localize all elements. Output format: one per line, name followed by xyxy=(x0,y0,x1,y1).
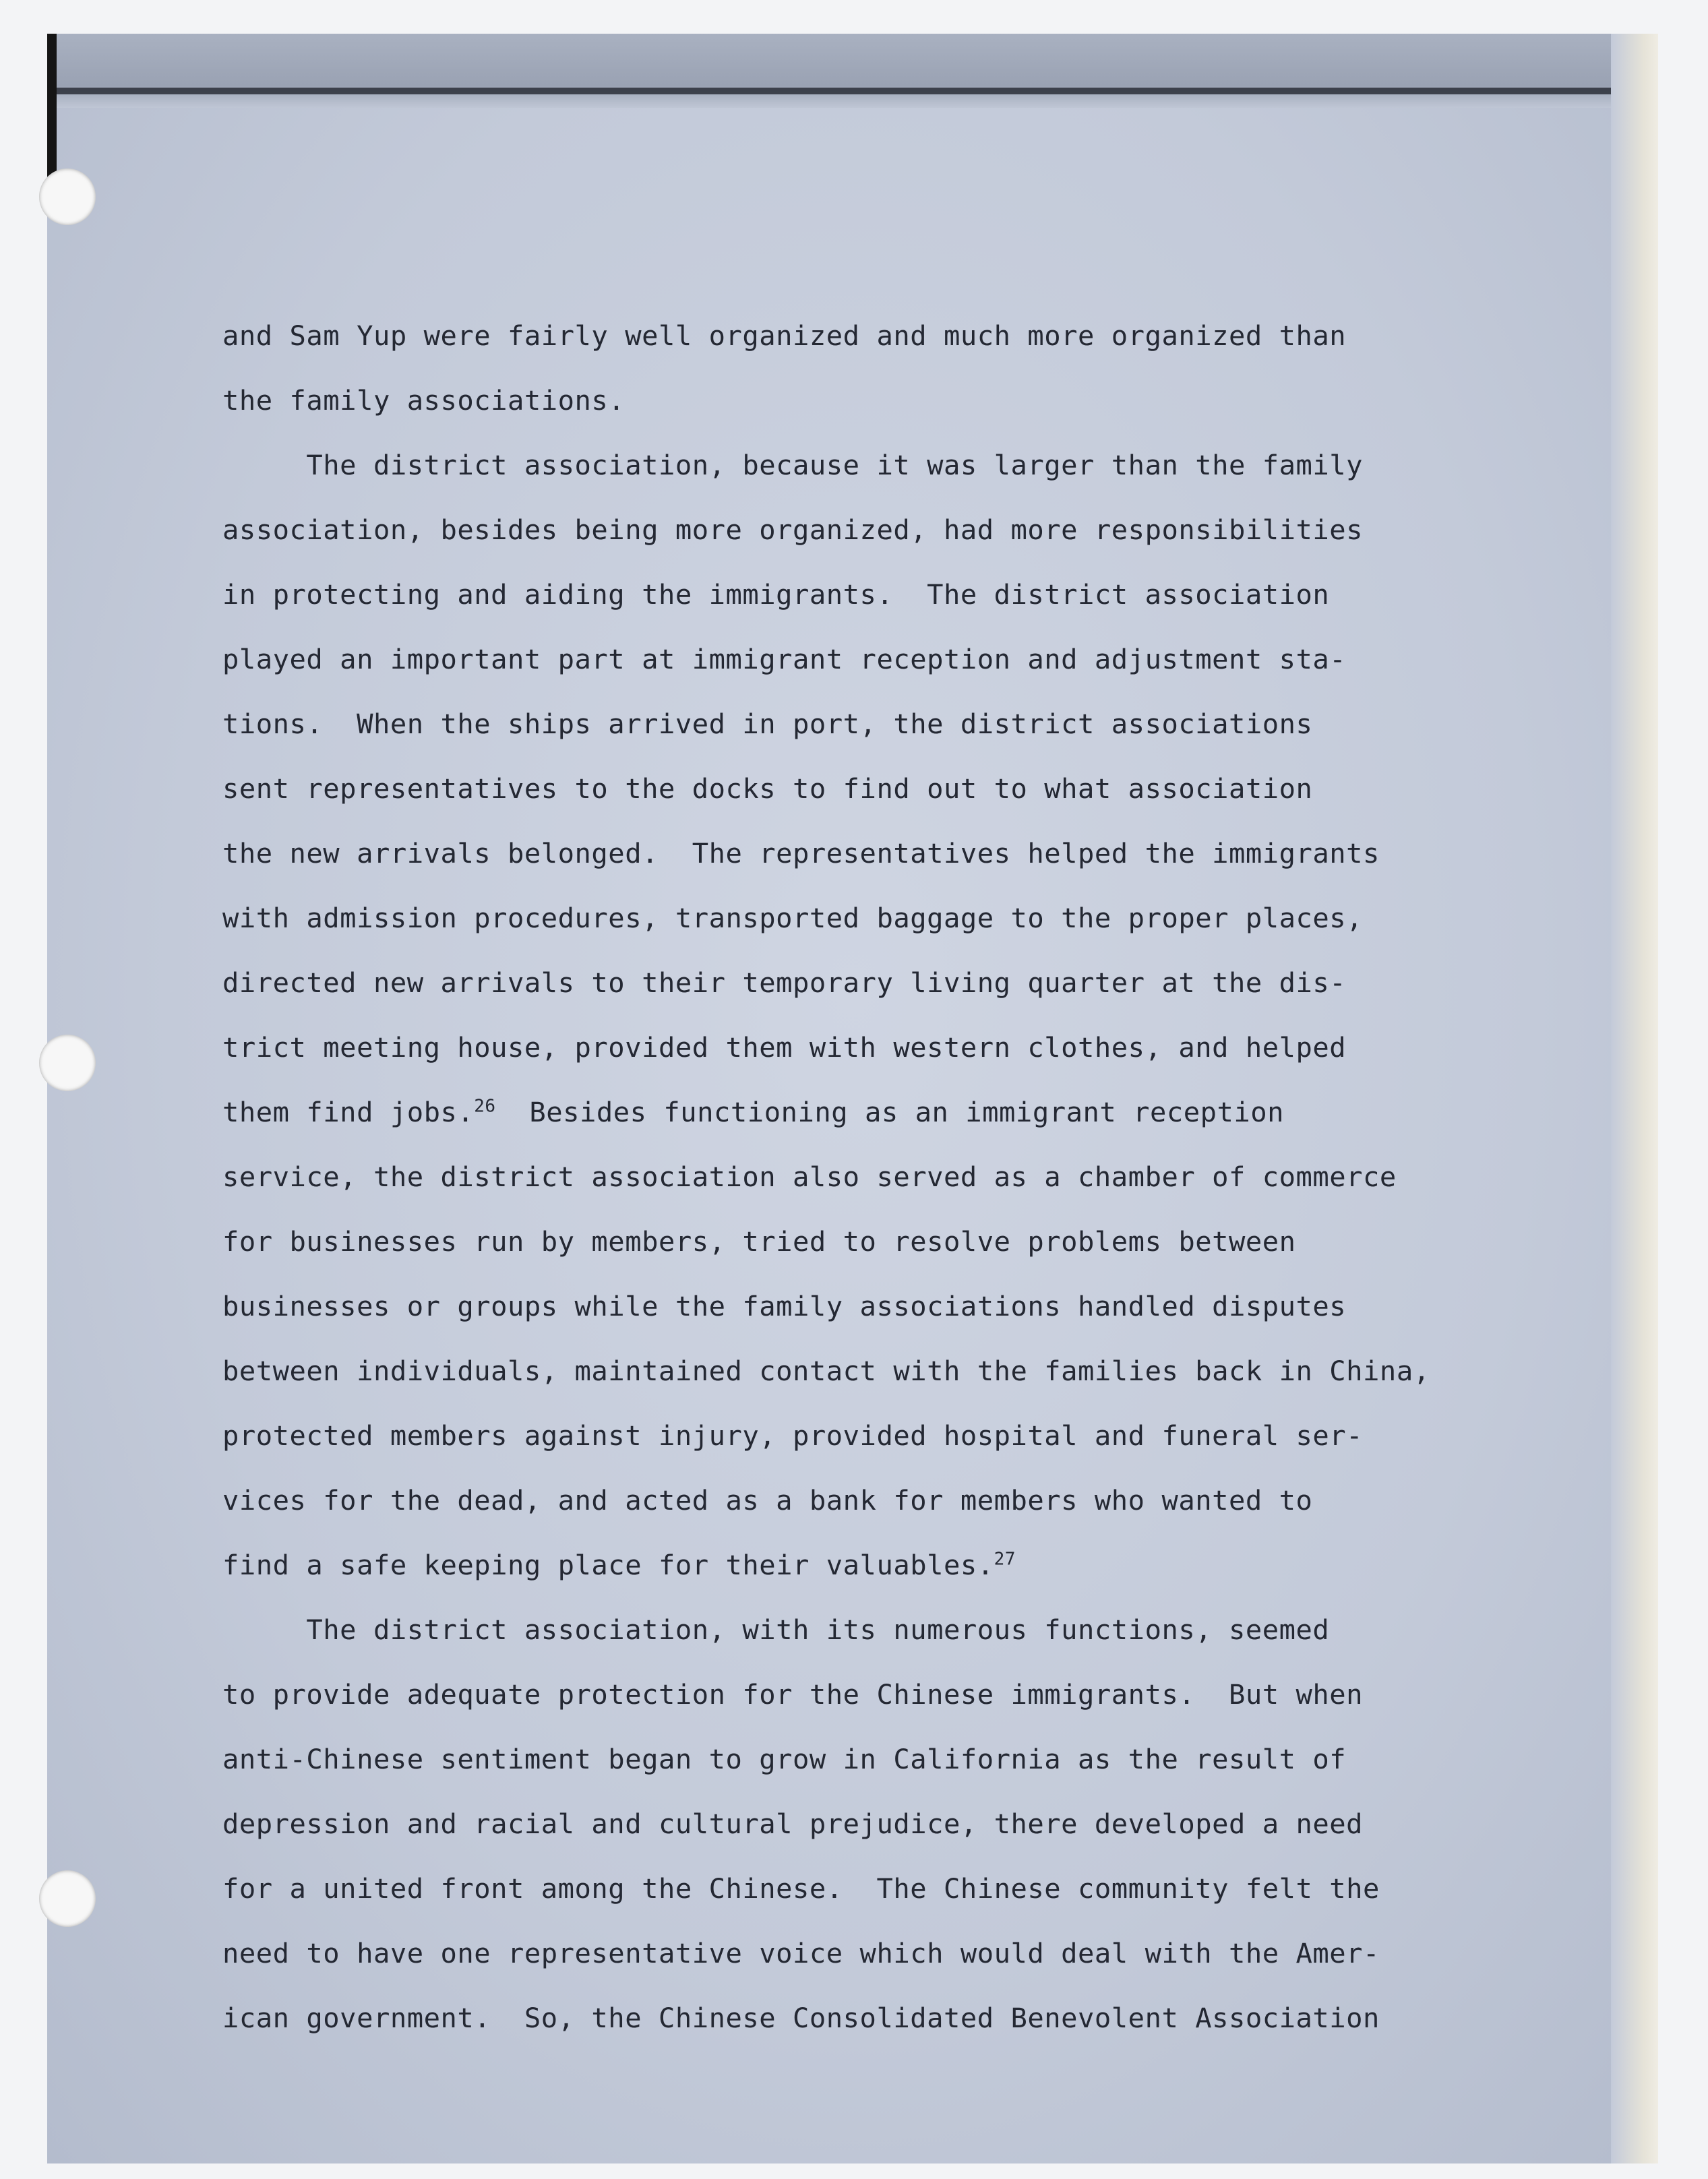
scan-top-band xyxy=(47,34,1658,108)
text-line: association, besides being more organized, had more responsibilities xyxy=(222,514,1364,546)
header-rule xyxy=(47,88,1658,94)
text-line: The district association, because it was larger than the family xyxy=(222,449,1364,481)
text-line: the family associations. xyxy=(222,384,626,417)
text-line: tions. When the ships arrived in port, the district associations xyxy=(222,708,1313,740)
text-line: and Sam Yup were fairly well organized and much more organized than xyxy=(222,319,1347,352)
punch-hole-bottom xyxy=(39,1870,96,1927)
text-line: ican government. So, the Chinese Consolidated Benevolent Association xyxy=(222,2002,1380,2034)
text-line: need to have one representative voice which would deal with the Amer- xyxy=(222,1937,1380,1969)
punch-hole-middle xyxy=(39,1035,96,1091)
line-text: Besides functioning as an immigrant reception xyxy=(495,1096,1285,1128)
text-line: service, the district association also served as a chamber of commerce xyxy=(222,1161,1397,1193)
line-text: them find jobs. xyxy=(222,1096,475,1128)
text-line: in protecting and aiding the immigrants. The district association xyxy=(222,578,1330,611)
text-line: trict meeting house, provided them with western clothes, and helped xyxy=(222,1031,1347,1064)
footnote-marker: 27 xyxy=(994,1549,1016,1570)
line-text: find a safe keeping place for their valuables. xyxy=(222,1549,994,1581)
document-page xyxy=(47,34,1658,2163)
text-line: depression and racial and cultural prejudice, there developed a need xyxy=(222,1808,1364,1840)
text-line: The district association, with its numerous functions, seemed xyxy=(222,1614,1330,1646)
text-line: anti-Chinese sentiment began to grow in California as the result of xyxy=(222,1743,1347,1775)
text-line: sent representatives to the docks to find out to what association xyxy=(222,772,1313,805)
text-line: to provide adequate protection for the Chinese immigrants. But when xyxy=(222,1678,1364,1711)
binding-edge xyxy=(47,34,57,182)
text-line: for businesses run by members, tried to resolve problems between xyxy=(222,1225,1296,1258)
text-line: vices for the dead, and acted as a bank for members who wanted to xyxy=(222,1484,1313,1516)
body-text xyxy=(222,303,1658,2050)
text-line: businesses or groups while the family associations handled disputes xyxy=(222,1290,1347,1322)
text-line: the new arrivals belonged. The representatives helped the immigrants xyxy=(222,837,1380,869)
punch-hole-top xyxy=(39,168,96,225)
text-line: between individuals, maintained contact with the families back in China, xyxy=(222,1355,1430,1387)
text-line: played an important part at immigrant reception and adjustment sta- xyxy=(222,643,1347,675)
text-line-footnote-27 xyxy=(222,1533,1658,1597)
footnote-marker: 26 xyxy=(474,1096,496,1117)
text-line: directed new arrivals to their temporary living quarter at the dis- xyxy=(222,966,1347,999)
text-line: for a united front among the Chinese. The Chinese community felt the xyxy=(222,1872,1380,1905)
text-line: with admission procedures, transported baggage to the proper places, xyxy=(222,902,1364,934)
text-line-footnote-26 xyxy=(222,1080,1658,1144)
text-line: protected members against injury, provided hospital and funeral ser- xyxy=(222,1419,1364,1452)
